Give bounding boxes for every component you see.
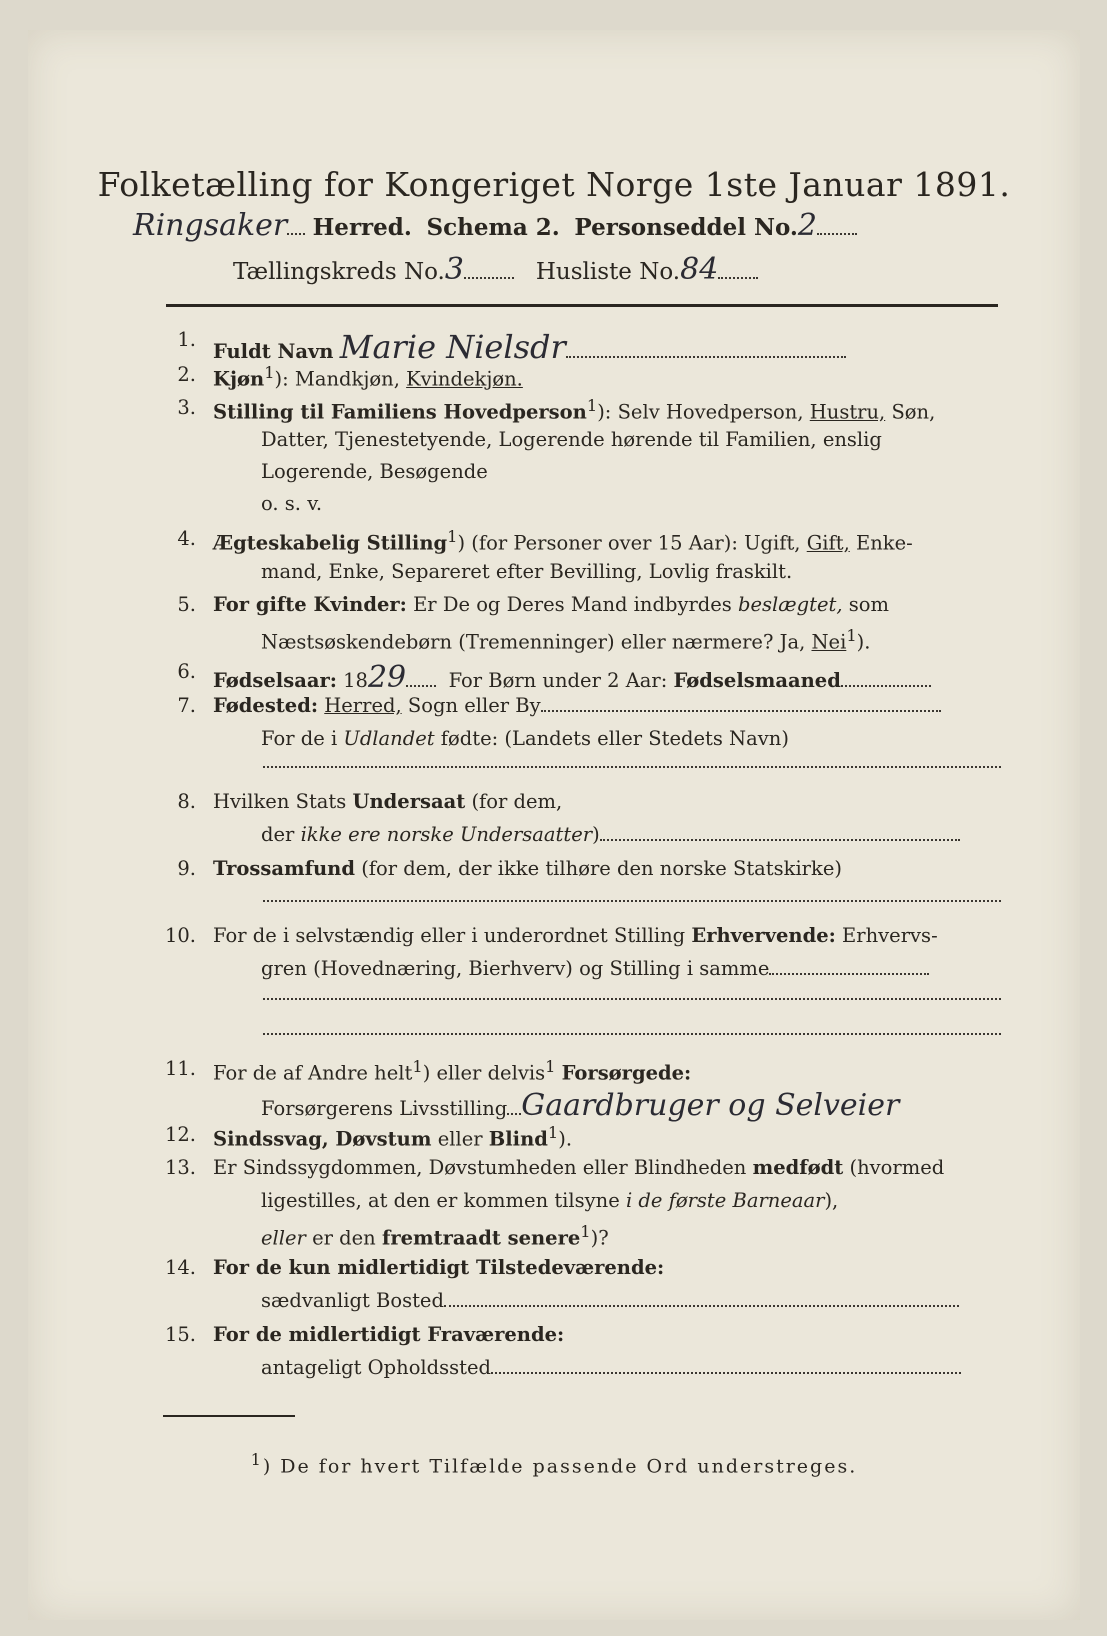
item-number: 1. <box>177 328 196 351</box>
item-number: 2. <box>177 363 196 386</box>
husliste-value: 84 <box>680 252 719 287</box>
birthplace-label: Fødested: <box>213 694 319 717</box>
item-number: 7. <box>177 694 196 717</box>
supporter-value: Gaardbruger og Selveier <box>521 1088 900 1123</box>
item-number: 5. <box>177 593 196 616</box>
position-options-3: Logerende, Besøgende <box>261 460 488 483</box>
temporary-absent-label: For de midlertidigt Fraværende: <box>213 1323 565 1346</box>
citizenship-label: Undersaat <box>352 790 466 813</box>
schema-label: Schema 2. <box>426 214 560 241</box>
birthmonth-label: Fødselsmaaned <box>673 669 841 692</box>
sex-label: Kjøn <box>213 367 265 391</box>
occupation-label: Erhvervende: <box>691 924 836 947</box>
later-label: fremtraadt senere <box>381 1226 581 1250</box>
footnote-mark: 1 <box>250 1450 263 1469</box>
supported-prefix: For de af Andre helt <box>213 1061 413 1085</box>
item-number: 4. <box>177 527 196 550</box>
birthyear-label: Fødselsaar: <box>213 669 337 692</box>
item-number: 14. <box>164 1256 196 1279</box>
name-value: Marie Nielsdr <box>339 328 566 366</box>
position-label: Stilling til Familiens Hovedperson <box>213 400 587 424</box>
position-options-4: o. s. v. <box>261 492 323 515</box>
disability-or: eller <box>437 1127 483 1151</box>
congenital-l3-end: )? <box>590 1226 609 1250</box>
marital-options-2: mand, Enke, Separeret efter Bevilling, Lovlig fraskilt. <box>261 560 793 583</box>
position-options: ): Selv Hovedperson, <box>597 400 804 424</box>
temporary-present-label: For de kun midlertidigt Tilstedeværende: <box>213 1256 665 1279</box>
kinship-question: Er De og Deres Mand indbyrdes <box>413 593 732 616</box>
birthyear-value: 29 <box>367 660 407 695</box>
birthplace-selected: Herred, <box>324 694 402 717</box>
citizenship-italic: ikke ere norske Undersaatter <box>300 823 593 846</box>
footnote-ref: 1 <box>545 1057 556 1076</box>
item-number: 15. <box>164 1323 196 1346</box>
personseddel-value: 2 <box>797 208 818 243</box>
birthplace-options: Sogn eller By <box>407 694 541 717</box>
sex-selected: Kvindekjøn. <box>406 367 523 391</box>
occupation-suffix: Erhvervs- <box>842 924 938 947</box>
name-label: Fuldt Navn <box>213 340 334 363</box>
item-number: 8. <box>177 790 196 813</box>
item-number: 13. <box>164 1156 196 1179</box>
footnote-ref: 1 <box>580 1222 591 1241</box>
usual-residence-label: sædvanligt Bosted <box>261 1289 444 1312</box>
marital-options-end: Enke- <box>856 531 913 555</box>
citizenship-l2-prefix: der <box>261 823 295 846</box>
census-form <box>28 30 1080 1620</box>
religion-label: Trossamfund <box>213 857 355 880</box>
herred-line <box>133 208 857 243</box>
disability-label: Sindssvag, Døvstum <box>213 1127 432 1151</box>
marital-options: ) (for Personer over 15 Aar): Ugift, <box>457 531 801 555</box>
congenital-prefix: Er Sindssygdommen, Døvstumheden eller Blindheden <box>213 1156 747 1179</box>
occupation-prefix: For de i selvstændig eller i underordnet Stilling <box>213 924 686 947</box>
husliste-label: Husliste No. <box>535 259 681 285</box>
footnote-ref: 1 <box>447 527 458 546</box>
footnote-ref: 1 <box>264 363 275 382</box>
occupation-question: gren (Hovednæring, Bierhverv) og Stilling i samme <box>261 957 770 980</box>
footnote-divider <box>163 1415 295 1417</box>
congenital-l3-italic: eller <box>261 1226 306 1250</box>
birthyear-prefix: 18 <box>343 669 368 692</box>
abroad-prefix: For de i <box>261 727 338 750</box>
form-title: Folketælling for Kongeriget Norge 1ste Januar 1891. <box>97 165 1011 204</box>
personseddel-label: Personseddel No. <box>574 214 798 241</box>
footnote-ref: 1 <box>412 1057 423 1076</box>
congenital-label: medfødt <box>752 1156 844 1179</box>
religion-question: (for dem, der ikke tilhøre den norske <box>361 857 727 880</box>
supporter-label: Forsørgerens Livsstilling <box>261 1097 508 1120</box>
herred-label: Herred. <box>312 214 412 241</box>
marital-label: Ægteskabelig Stilling <box>213 531 448 555</box>
item-number: 10. <box>164 924 196 947</box>
birthmonth-question: For Børn under 2 Aar: <box>448 669 668 692</box>
blank-line <box>263 1033 1001 1035</box>
position-selected: Hustru, <box>809 400 886 424</box>
kinship-label: For gifte Kvinder: <box>213 593 407 616</box>
footnote-ref: 1 <box>846 626 857 645</box>
congenital-l2-end: ), <box>824 1189 839 1212</box>
sex-options: ): Mandkjøn, <box>274 367 400 391</box>
blank-line <box>263 766 1001 768</box>
congenital-l3: er den <box>312 1226 376 1250</box>
probable-residence-label: antageligt Opholdssted <box>261 1356 492 1379</box>
blank-line <box>263 900 1001 902</box>
congenital-suffix: (hvormed <box>849 1156 945 1179</box>
supported-middle: ) eller delvis <box>422 1061 546 1085</box>
footnote-ref: 1 <box>547 1123 559 1142</box>
marital-selected: Gift, <box>806 531 850 555</box>
disability-blind: Blind <box>488 1127 548 1151</box>
blank-line <box>263 998 1001 1000</box>
kinship-options: Næstsøskendebørn (Tremenninger) eller nærmere? Ja, <box>261 630 806 654</box>
kinship-end: ). <box>856 630 871 654</box>
abroad-question: fødte: (Landets eller Stedets Navn) <box>440 727 789 750</box>
item-number: 6. <box>177 660 196 683</box>
congenital-italic: i de første Barneaar <box>625 1189 825 1212</box>
kinship-italic: beslægtet, <box>738 593 843 616</box>
kinship-selected: Nei <box>811 630 847 654</box>
header-divider <box>166 304 998 307</box>
item-number: 3. <box>177 396 196 419</box>
item-number: 12. <box>164 1123 196 1146</box>
footnote-ref: 1 <box>586 396 598 415</box>
kinship-question-end: som <box>848 593 889 616</box>
citizenship-suffix: (for dem, <box>471 790 563 813</box>
supported-label: Forsørgede: <box>561 1061 692 1085</box>
religion-end: Statskirke) <box>732 857 842 880</box>
kreds-line <box>233 252 758 287</box>
disability-end: ). <box>558 1127 573 1151</box>
position-options-end: Søn, <box>891 400 936 424</box>
herred-value: Ringsaker <box>133 208 288 243</box>
footnote <box>28 1450 1080 1477</box>
kreds-label: Tællingskreds No. <box>233 259 445 285</box>
citizenship-l2-end: ) <box>592 823 600 846</box>
footnote-text: ) De for hvert Tilfælde passende Ord understreges. <box>262 1455 858 1478</box>
citizenship-prefix: Hvilken Stats <box>213 790 347 813</box>
item-number: 11. <box>164 1057 196 1080</box>
congenital-l2: ligestilles, at den er kommen tilsyne <box>261 1189 620 1212</box>
abroad-italic: Udlandet <box>343 727 435 750</box>
position-options-2: Datter, Tjenestetyende, Logerende hørende til Familien, enslig <box>261 428 882 451</box>
item-number: 9. <box>177 857 196 880</box>
kreds-value: 3 <box>444 252 464 287</box>
